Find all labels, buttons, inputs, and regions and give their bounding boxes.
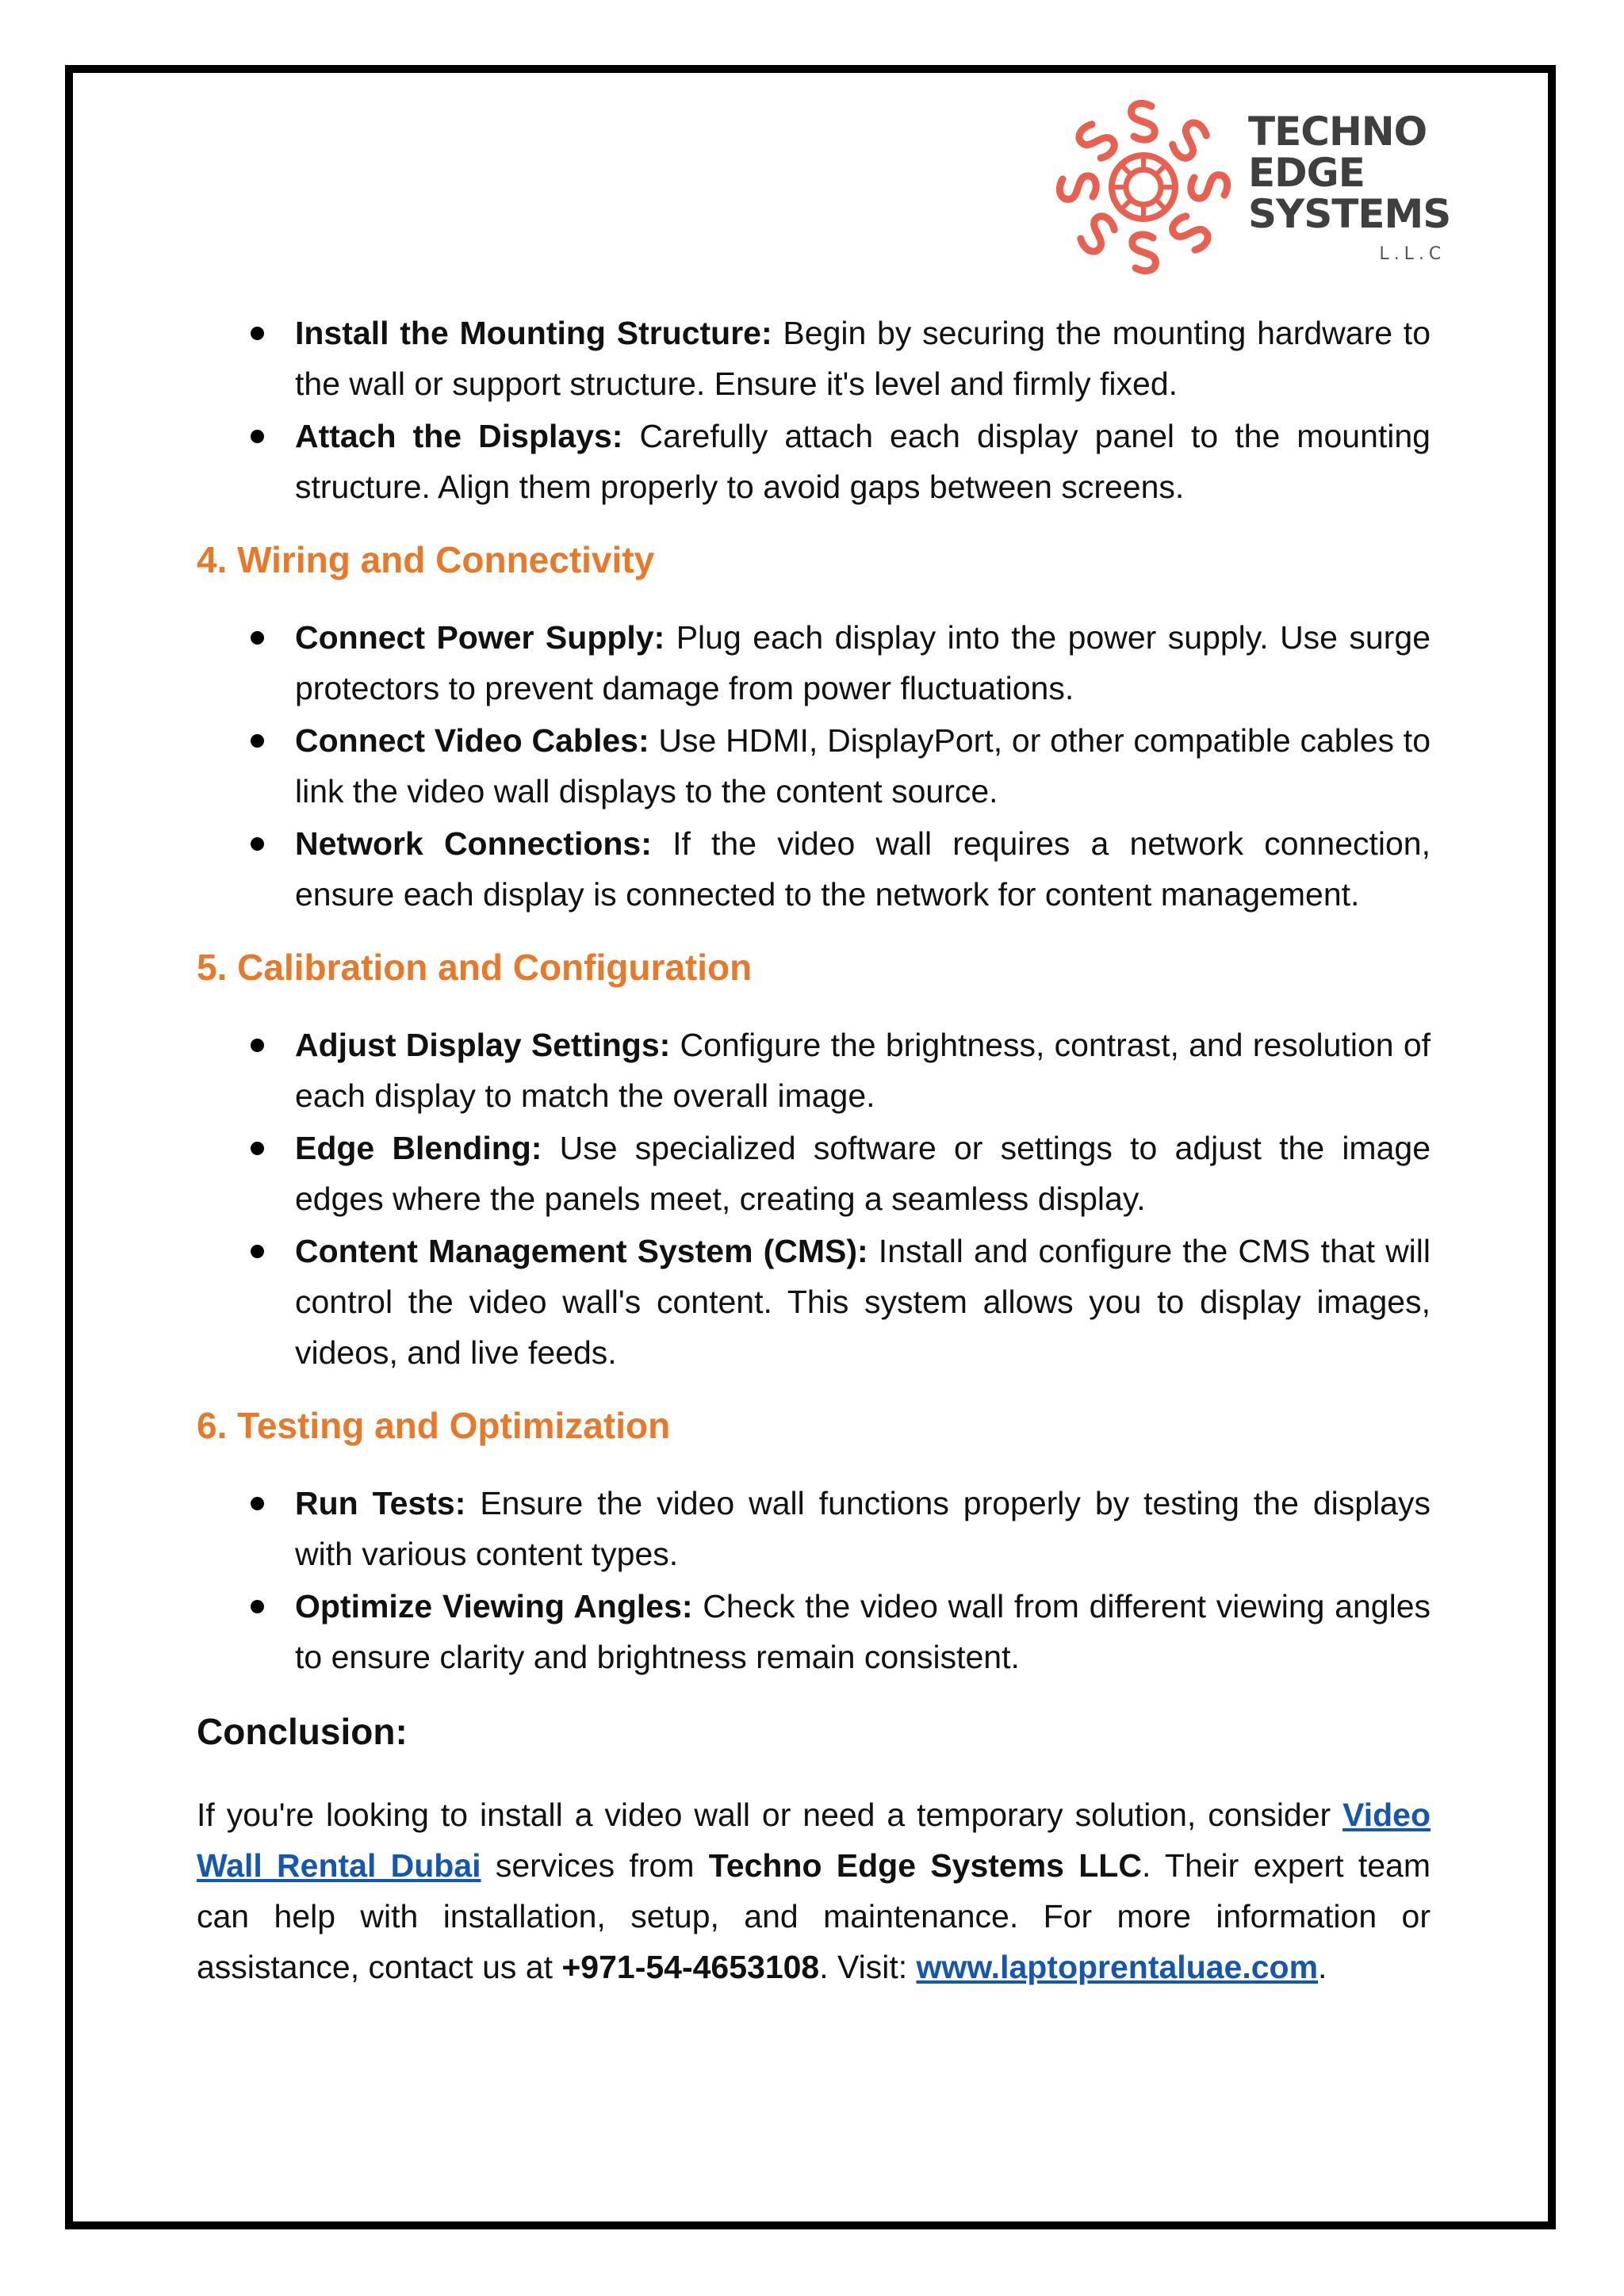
section-bullet-list [197, 1020, 1431, 1378]
bullet-text: Carefully attach each display panel to the mounting structure. Align them properly to avoid gaps between screens. [295, 418, 1431, 505]
section-heading: 5. Calibration and Configuration [197, 947, 753, 988]
bullet-dot-icon [251, 1039, 264, 1052]
conclusion-text-4: . Visit: [819, 1949, 917, 1985]
logo-line-3: SYSTEMS [1248, 191, 1451, 237]
list-item [197, 1581, 1431, 1682]
bullet-dot-icon [251, 1142, 264, 1155]
video-wall-rental-link[interactable]: Video Wall Rental Dubai [197, 1797, 1431, 1884]
bullet-text: Use specialized software or settings to adjust the image edges where the panels meet, creating a seamless display. [295, 1130, 1431, 1217]
bullet-dot-icon [251, 1245, 264, 1258]
company-name: Techno Edge Systems LLC [708, 1847, 1142, 1884]
bullet-title: Connect Video Cables: [295, 722, 649, 759]
bullet-title: Run Tests: [295, 1485, 466, 1521]
bullet-title: Install the Mounting Structure: [295, 315, 772, 351]
bullet-title: Edge Blending: [295, 1130, 542, 1166]
phone-number: +971-54-4653108 [561, 1949, 820, 1985]
bullet-text: Check the video wall from different viewing angles to ensure clarity and brightness remain consistent. [295, 1588, 1431, 1675]
conclusion-text-1: If you're looking to install a video wall or need a temporary solution, consider [197, 1797, 1343, 1833]
section-heading: 6. Testing and Optimization [197, 1405, 671, 1446]
bullet-title: Content Management System (CMS): [295, 1233, 868, 1269]
bullet-title: Network Connections: [295, 825, 652, 862]
bullet-title: Attach the Displays: [295, 418, 623, 454]
bullet-dot-icon [251, 631, 264, 645]
bullet-dot-icon [251, 430, 264, 443]
conclusion-paragraph [197, 1789, 1431, 1992]
logo-line-2: EDGE [1248, 150, 1365, 196]
bullet-text: Begin by securing the mounting hardware to the wall or support structure. Ensure it's level and firmly fixed. [295, 315, 1431, 402]
conclusion-text-2: services from [481, 1847, 709, 1884]
list-item [197, 818, 1431, 920]
section-bullet-list [197, 612, 1431, 920]
bullet-dot-icon [251, 327, 264, 340]
list-item [197, 1478, 1431, 1579]
document-body [197, 308, 1431, 2025]
bullet-text: Use HDMI, DisplayPort, or other compatible cables to link the video wall displays to the content source. [295, 722, 1431, 809]
bullet-title: Connect Power Supply: [295, 619, 665, 656]
website-link[interactable]: www.laptoprentaluae.com [916, 1949, 1319, 1985]
list-item [197, 411, 1431, 512]
bullet-text: Ensure the video wall functions properly by testing the displays with various content types. [295, 1485, 1431, 1572]
conclusion-text-3: . Their expert team can help with installation, setup, and maintenance. For more information or assistance, contact us at [197, 1847, 1431, 1985]
list-item [197, 1020, 1431, 1121]
list-item [197, 612, 1431, 714]
bullet-title: Optimize Viewing Angles: [295, 1588, 693, 1624]
bullet-text: Configure the brightness, contrast, and resolution of each display to match the overall image. [295, 1027, 1431, 1114]
bullet-title: Adjust Display Settings: [295, 1027, 671, 1063]
bullet-dot-icon [251, 1497, 264, 1510]
list-item [197, 1226, 1431, 1378]
conclusion-text-5: . [1318, 1949, 1327, 1985]
bullet-dot-icon [251, 837, 264, 851]
gear-of-s-letters-logo-icon [1053, 97, 1234, 277]
bullet-dot-icon [251, 1600, 264, 1613]
list-item [197, 308, 1431, 409]
intro-bullet-list [197, 308, 1431, 512]
company-logo [1053, 97, 1450, 277]
section-bullet-list [197, 1478, 1431, 1682]
bullet-text: Install and configure the CMS that will control the video wall's content. This system allows you to display images, videos, and live feeds. [295, 1233, 1431, 1371]
bullet-text: Plug each display into the power supply. Use surge protectors to prevent damage from power fluctuations. [295, 619, 1431, 706]
conclusion-heading: Conclusion: [197, 1711, 408, 1752]
logo-suffix: L.L.C [1379, 244, 1446, 264]
section-heading: 4. Wiring and Connectivity [197, 539, 655, 580]
bullet-text: If the video wall requires a network connection, ensure each display is connected to the network for content management. [295, 825, 1431, 913]
bullet-dot-icon [251, 734, 264, 748]
list-item [197, 1123, 1431, 1224]
list-item [197, 715, 1431, 817]
logo-line-1: TECHNO [1248, 109, 1427, 155]
